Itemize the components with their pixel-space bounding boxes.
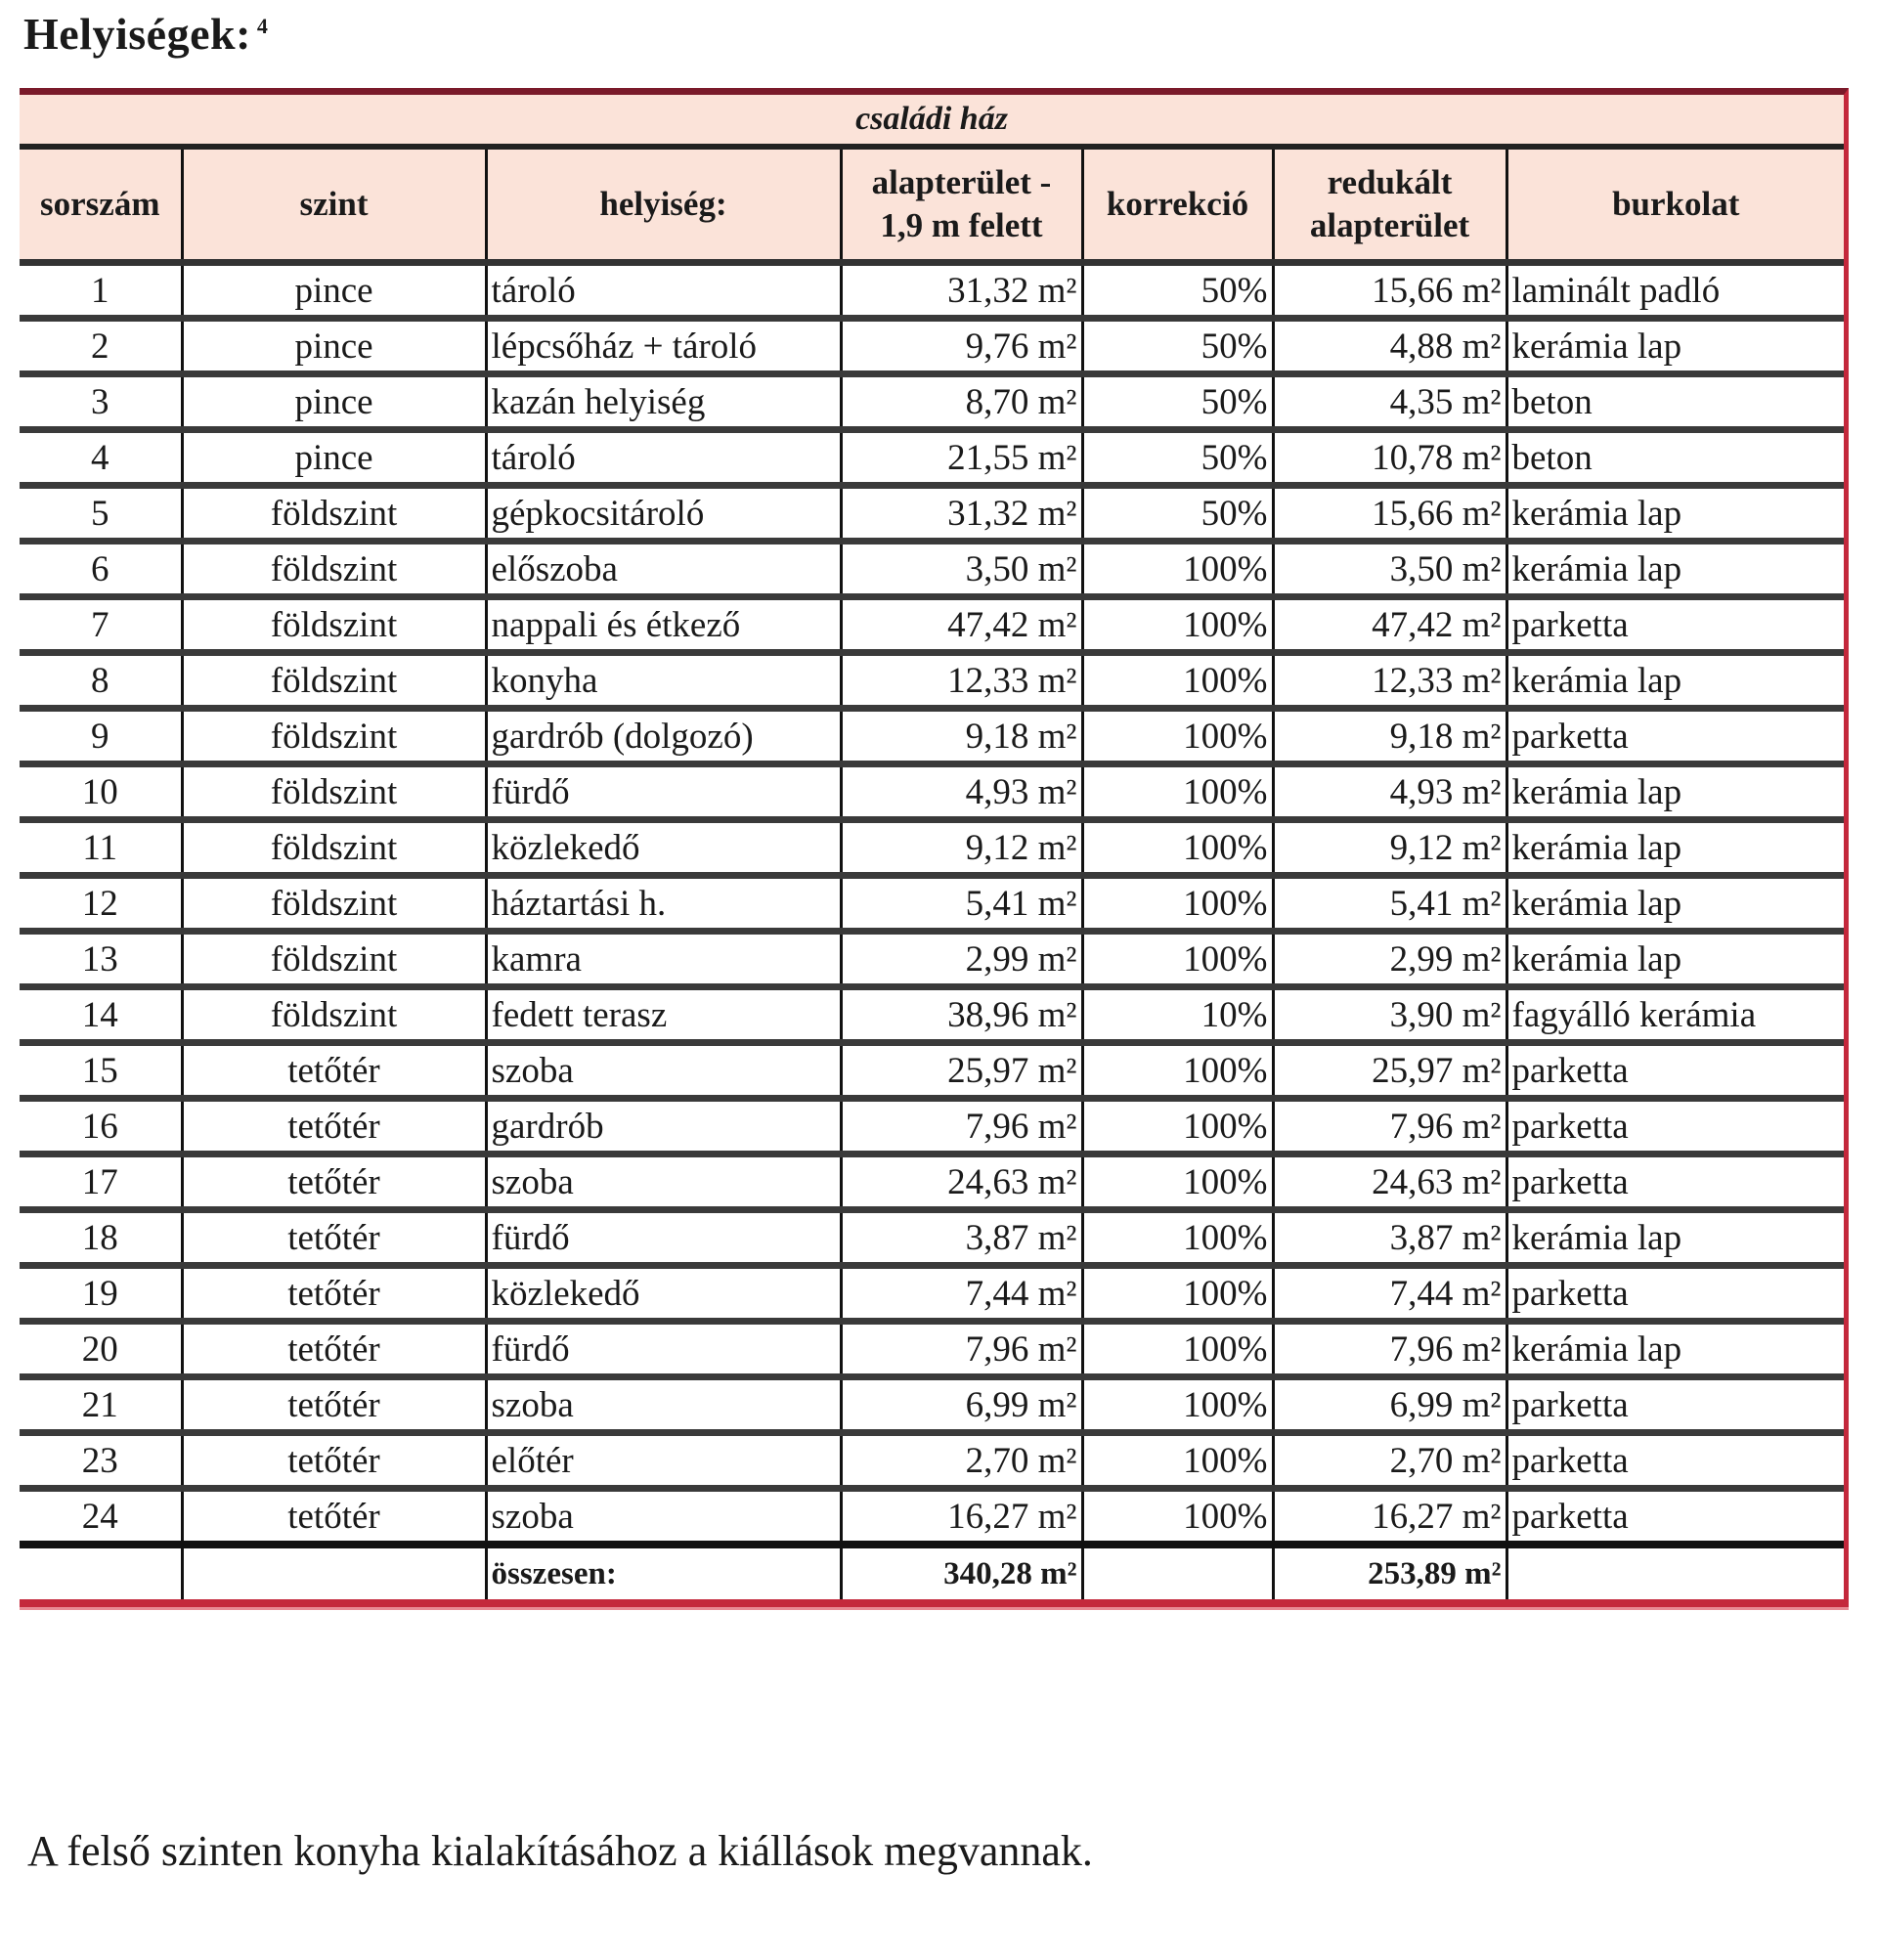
- cell-level: tetőtér: [182, 1266, 486, 1322]
- cell-reduced: 7,44 m²: [1273, 1266, 1506, 1322]
- col-header-correction: korrekció: [1082, 147, 1273, 263]
- cell-reduced: 4,35 m²: [1273, 374, 1506, 430]
- cell-area: 2,70 m²: [841, 1433, 1082, 1489]
- total-no-cell: [20, 1545, 182, 1599]
- cell-flooring: kerámia lap: [1506, 876, 1844, 932]
- col-header-reduced: [1273, 147, 1506, 263]
- cell-no: 13: [20, 932, 182, 987]
- cell-reduced: 4,93 m²: [1273, 764, 1506, 820]
- table-row: [20, 1099, 1844, 1154]
- cell-correction: 100%: [1082, 820, 1273, 876]
- cell-no: 23: [20, 1433, 182, 1489]
- cell-room: tároló: [486, 430, 841, 486]
- cell-area: 47,42 m²: [841, 597, 1082, 653]
- cell-area: 7,96 m²: [841, 1322, 1082, 1377]
- cell-reduced: 15,66 m²: [1273, 486, 1506, 542]
- cell-flooring: parketta: [1506, 1043, 1844, 1099]
- cell-correction: 100%: [1082, 1322, 1273, 1377]
- cell-correction: 100%: [1082, 1099, 1273, 1154]
- cell-reduced: 9,18 m²: [1273, 709, 1506, 764]
- cell-level: földszint: [182, 820, 486, 876]
- table-row: [20, 1489, 1844, 1546]
- cell-level: földszint: [182, 597, 486, 653]
- cell-no: 3: [20, 374, 182, 430]
- page-heading: [23, 8, 268, 60]
- cell-area: 31,32 m²: [841, 486, 1082, 542]
- cell-level: tetőtér: [182, 1322, 486, 1377]
- cell-area: 2,99 m²: [841, 932, 1082, 987]
- col-header-reduced-line2: alapterület: [1309, 206, 1470, 244]
- cell-no: 12: [20, 876, 182, 932]
- cell-reduced: 3,90 m²: [1273, 987, 1506, 1043]
- cell-room: szoba: [486, 1043, 841, 1099]
- cell-area: 4,93 m²: [841, 764, 1082, 820]
- cell-no: 24: [20, 1489, 182, 1546]
- cell-correction: 100%: [1082, 1489, 1273, 1546]
- table-row: [20, 542, 1844, 597]
- cell-reduced: 10,78 m²: [1273, 430, 1506, 486]
- table-row: [20, 430, 1844, 486]
- col-header-area: [841, 147, 1082, 263]
- cell-no: 9: [20, 709, 182, 764]
- cell-room: nappali és étkező: [486, 597, 841, 653]
- cell-no: 20: [20, 1322, 182, 1377]
- cell-flooring: kerámia lap: [1506, 1322, 1844, 1377]
- col-header-area-line1: alapterület -: [871, 163, 1052, 202]
- cell-area: 5,41 m²: [841, 876, 1082, 932]
- cell-level: tetőtér: [182, 1043, 486, 1099]
- cell-level: földszint: [182, 653, 486, 709]
- cell-correction: 100%: [1082, 1433, 1273, 1489]
- cell-level: pince: [182, 374, 486, 430]
- cell-reduced: 12,33 m²: [1273, 653, 1506, 709]
- cell-flooring: parketta: [1506, 709, 1844, 764]
- cell-room: gépkocsitároló: [486, 486, 841, 542]
- cell-level: tetőtér: [182, 1433, 486, 1489]
- table-row: [20, 1266, 1844, 1322]
- cell-room: fedett terasz: [486, 987, 841, 1043]
- cell-reduced: 3,50 m²: [1273, 542, 1506, 597]
- table-row: [20, 1433, 1844, 1489]
- cell-no: 1: [20, 263, 182, 319]
- table-row: [20, 764, 1844, 820]
- cell-room: szoba: [486, 1489, 841, 1546]
- cell-room: konyha: [486, 653, 841, 709]
- cell-level: földszint: [182, 764, 486, 820]
- table-row: [20, 1210, 1844, 1266]
- table-row: [20, 1043, 1844, 1099]
- cell-no: 21: [20, 1377, 182, 1433]
- table-row: [20, 1377, 1844, 1433]
- cell-level: földszint: [182, 876, 486, 932]
- cell-level: pince: [182, 430, 486, 486]
- table-row: [20, 820, 1844, 876]
- cell-area: 21,55 m²: [841, 430, 1082, 486]
- cell-reduced: 6,99 m²: [1273, 1377, 1506, 1433]
- cell-correction: 10%: [1082, 987, 1273, 1043]
- cell-no: 5: [20, 486, 182, 542]
- table-body: [20, 263, 1844, 1546]
- cell-flooring: parketta: [1506, 1489, 1844, 1546]
- cell-reduced: 47,42 m²: [1273, 597, 1506, 653]
- cell-room: közlekedő: [486, 1266, 841, 1322]
- table-row: [20, 932, 1844, 987]
- cell-flooring: kerámia lap: [1506, 932, 1844, 987]
- cell-reduced: 4,88 m²: [1273, 319, 1506, 374]
- cell-correction: 50%: [1082, 430, 1273, 486]
- table-row: [20, 987, 1844, 1043]
- cell-area: 7,96 m²: [841, 1099, 1082, 1154]
- cell-level: földszint: [182, 542, 486, 597]
- total-flooring-cell: [1506, 1545, 1844, 1599]
- cell-flooring: kerámia lap: [1506, 653, 1844, 709]
- cell-no: 16: [20, 1099, 182, 1154]
- table-header-row: [20, 147, 1844, 263]
- cell-correction: 50%: [1082, 486, 1273, 542]
- cell-no: 11: [20, 820, 182, 876]
- col-header-flooring: burkolat: [1506, 147, 1844, 263]
- rooms-table: [20, 88, 1849, 1607]
- total-correction-cell: [1082, 1545, 1273, 1599]
- cell-reduced: 7,96 m²: [1273, 1099, 1506, 1154]
- cell-reduced: 7,96 m²: [1273, 1322, 1506, 1377]
- cell-correction: 50%: [1082, 319, 1273, 374]
- cell-area: 9,76 m²: [841, 319, 1082, 374]
- cell-no: 8: [20, 653, 182, 709]
- cell-room: fürdő: [486, 764, 841, 820]
- cell-correction: 50%: [1082, 374, 1273, 430]
- cell-no: 10: [20, 764, 182, 820]
- cell-room: előtér: [486, 1433, 841, 1489]
- cell-correction: 100%: [1082, 764, 1273, 820]
- cell-area: 8,70 m²: [841, 374, 1082, 430]
- cell-correction: 100%: [1082, 932, 1273, 987]
- cell-flooring: kerámia lap: [1506, 1210, 1844, 1266]
- table-row: [20, 486, 1844, 542]
- cell-area: 12,33 m²: [841, 653, 1082, 709]
- cell-no: 7: [20, 597, 182, 653]
- cell-room: előszoba: [486, 542, 841, 597]
- cell-flooring: fagyálló kerámia: [1506, 987, 1844, 1043]
- cell-flooring: laminált padló: [1506, 263, 1844, 319]
- cell-correction: 100%: [1082, 1154, 1273, 1210]
- cell-level: földszint: [182, 932, 486, 987]
- cell-correction: 100%: [1082, 542, 1273, 597]
- cell-room: szoba: [486, 1154, 841, 1210]
- col-header-area-line2: 1,9 m felett: [880, 206, 1043, 244]
- col-header-level: szint: [182, 147, 486, 263]
- table-title-row: [20, 95, 1844, 147]
- cell-area: 25,97 m²: [841, 1043, 1082, 1099]
- cell-reduced: 2,70 m²: [1273, 1433, 1506, 1489]
- cell-reduced: 9,12 m²: [1273, 820, 1506, 876]
- col-header-reduced-line1: redukált: [1327, 163, 1453, 202]
- cell-level: tetőtér: [182, 1377, 486, 1433]
- footnote-marker: 4: [256, 13, 269, 38]
- cell-correction: 100%: [1082, 597, 1273, 653]
- cell-level: tetőtér: [182, 1489, 486, 1546]
- table-row: [20, 1154, 1844, 1210]
- cell-flooring: parketta: [1506, 1099, 1844, 1154]
- cell-no: 18: [20, 1210, 182, 1266]
- table-row: [20, 876, 1844, 932]
- cell-reduced: 25,97 m²: [1273, 1043, 1506, 1099]
- cell-reduced: 24,63 m²: [1273, 1154, 1506, 1210]
- cell-level: pince: [182, 263, 486, 319]
- cell-area: 3,50 m²: [841, 542, 1082, 597]
- cell-room: kamra: [486, 932, 841, 987]
- cell-room: kazán helyiség: [486, 374, 841, 430]
- cell-no: 15: [20, 1043, 182, 1099]
- cell-area: 7,44 m²: [841, 1266, 1082, 1322]
- cell-correction: 100%: [1082, 876, 1273, 932]
- table-row: [20, 319, 1844, 374]
- cell-area: 31,32 m²: [841, 263, 1082, 319]
- cell-reduced: 5,41 m²: [1273, 876, 1506, 932]
- total-area: 340,28 m²: [841, 1545, 1082, 1599]
- cell-correction: 100%: [1082, 1043, 1273, 1099]
- cell-flooring: parketta: [1506, 1377, 1844, 1433]
- cell-room: tároló: [486, 263, 841, 319]
- cell-area: 3,87 m²: [841, 1210, 1082, 1266]
- cell-room: fürdő: [486, 1322, 841, 1377]
- cell-area: 9,18 m²: [841, 709, 1082, 764]
- cell-level: tetőtér: [182, 1154, 486, 1210]
- footer-note: A felső szinten konyha kialakításához a kiállások megvannak.: [27, 1827, 1093, 1875]
- cell-correction: 100%: [1082, 1266, 1273, 1322]
- cell-level: földszint: [182, 709, 486, 764]
- cell-correction: 100%: [1082, 1377, 1273, 1433]
- cell-area: 6,99 m²: [841, 1377, 1082, 1433]
- table-row: [20, 653, 1844, 709]
- cell-reduced: 16,27 m²: [1273, 1489, 1506, 1546]
- table-row: [20, 263, 1844, 319]
- cell-no: 2: [20, 319, 182, 374]
- cell-no: 19: [20, 1266, 182, 1322]
- table-row: [20, 1322, 1844, 1377]
- cell-no: 14: [20, 987, 182, 1043]
- cell-flooring: parketta: [1506, 1433, 1844, 1489]
- cell-level: pince: [182, 319, 486, 374]
- cell-correction: 50%: [1082, 263, 1273, 319]
- cell-flooring: kerámia lap: [1506, 486, 1844, 542]
- cell-room: háztartási h.: [486, 876, 841, 932]
- cell-no: 6: [20, 542, 182, 597]
- col-header-room: helyiség:: [486, 147, 841, 263]
- total-row: [20, 1545, 1844, 1599]
- cell-correction: 100%: [1082, 709, 1273, 764]
- cell-room: fürdő: [486, 1210, 841, 1266]
- total-label: összesen:: [486, 1545, 841, 1599]
- cell-area: 24,63 m²: [841, 1154, 1082, 1210]
- cell-area: 16,27 m²: [841, 1489, 1082, 1546]
- cell-flooring: beton: [1506, 374, 1844, 430]
- cell-flooring: parketta: [1506, 597, 1844, 653]
- cell-flooring: kerámia lap: [1506, 319, 1844, 374]
- cell-reduced: 3,87 m²: [1273, 1210, 1506, 1266]
- cell-flooring: kerámia lap: [1506, 542, 1844, 597]
- cell-room: gardrób (dolgozó): [486, 709, 841, 764]
- cell-room: gardrób: [486, 1099, 841, 1154]
- cell-flooring: parketta: [1506, 1154, 1844, 1210]
- cell-flooring: beton: [1506, 430, 1844, 486]
- cell-correction: 100%: [1082, 1210, 1273, 1266]
- cell-no: 4: [20, 430, 182, 486]
- cell-flooring: kerámia lap: [1506, 820, 1844, 876]
- table-row: [20, 374, 1844, 430]
- cell-level: tetőtér: [182, 1099, 486, 1154]
- table-row: [20, 709, 1844, 764]
- cell-flooring: parketta: [1506, 1266, 1844, 1322]
- cell-no: 17: [20, 1154, 182, 1210]
- cell-reduced: 15,66 m²: [1273, 263, 1506, 319]
- total-reduced: 253,89 m²: [1273, 1545, 1506, 1599]
- cell-level: földszint: [182, 486, 486, 542]
- cell-flooring: kerámia lap: [1506, 764, 1844, 820]
- total-level-cell: [182, 1545, 486, 1599]
- cell-room: szoba: [486, 1377, 841, 1433]
- cell-reduced: 2,99 m²: [1273, 932, 1506, 987]
- cell-correction: 100%: [1082, 653, 1273, 709]
- cell-level: tetőtér: [182, 1210, 486, 1266]
- cell-room: lépcsőház + tároló: [486, 319, 841, 374]
- table-row: [20, 597, 1844, 653]
- cell-area: 9,12 m²: [841, 820, 1082, 876]
- cell-level: földszint: [182, 987, 486, 1043]
- cell-room: közlekedő: [486, 820, 841, 876]
- col-header-no: sorszám: [20, 147, 182, 263]
- cell-area: 38,96 m²: [841, 987, 1082, 1043]
- heading-text: Helyiségek:: [23, 9, 251, 59]
- table-title: családi ház: [20, 95, 1844, 147]
